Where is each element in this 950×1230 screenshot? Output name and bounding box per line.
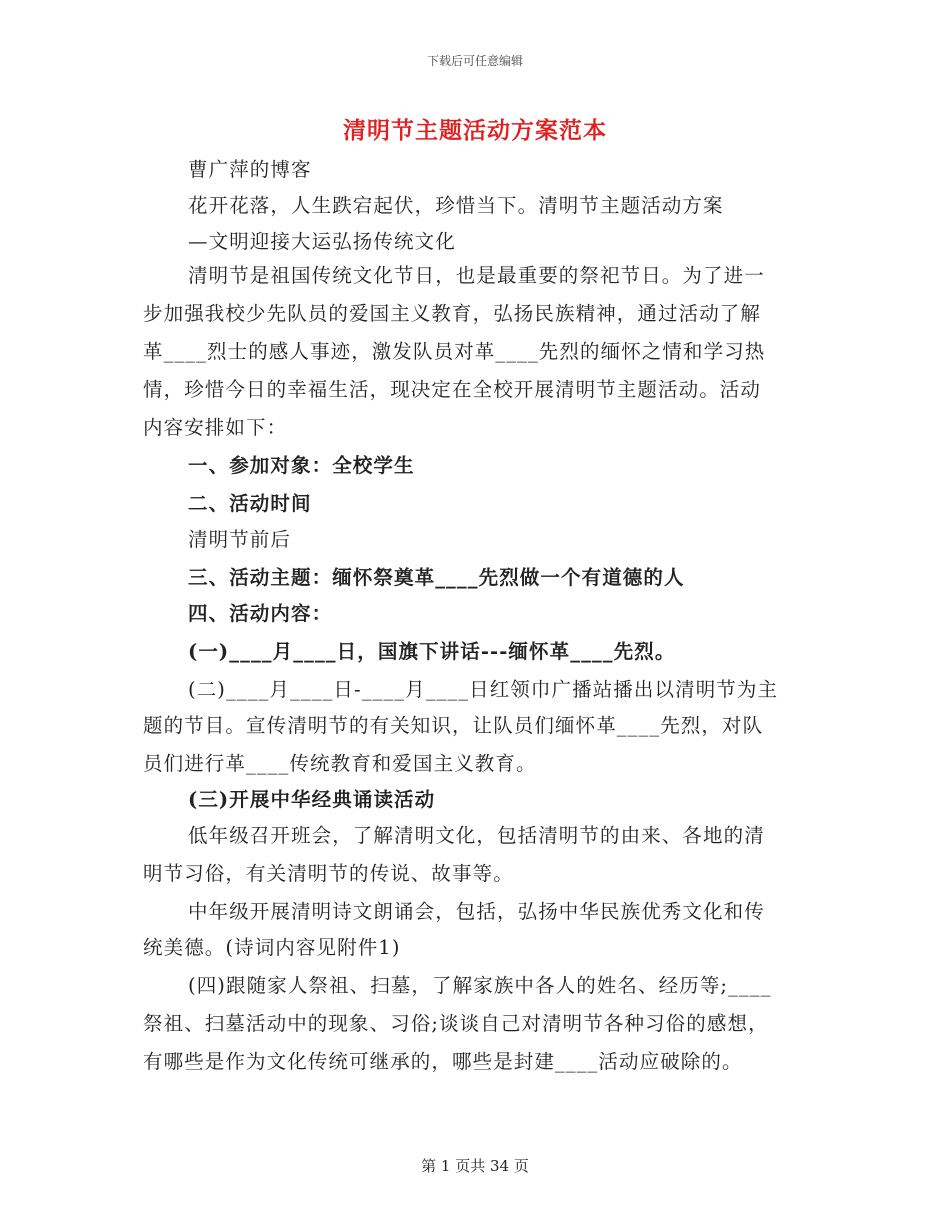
paragraph-line: 革____烈士的感人事迹，激发队员对革____先烈的缅怀之情和学习热 <box>143 340 766 363</box>
paragraph-line: —文明迎接大运弘扬传统文化 <box>188 230 456 253</box>
paragraph-line: 清明节前后 <box>188 528 292 551</box>
section-heading: 三、活动主题：缅怀祭奠革____先烈做一个有道德的人 <box>188 566 685 589</box>
paragraph-line: 中年级开展清明诗文朗诵会，包括，弘扬中华民族优秀文化和传 <box>188 900 765 923</box>
section-heading: 四、活动内容： <box>188 602 333 625</box>
paragraph-line: 有哪些是作为文化传统可继承的，哪些是封建____活动应破除的。 <box>143 1050 743 1073</box>
paragraph-line: 员们进行革____传统教育和爱国主义教育。 <box>143 752 537 775</box>
section-heading: (三)开展中华经典诵读活动 <box>188 788 436 811</box>
paragraph-line: 统美德。(诗词内容见附件1) <box>143 936 401 959</box>
document-title: 清明节主题活动方案范本 <box>343 117 607 144</box>
paragraph-line: 步加强我校少先队员的爱国主义教育，弘扬民族精神，通过活动了解 <box>143 302 762 325</box>
paragraph-line: 情，珍惜今日的幸福生活，现决定在全校开展清明节主题活动。活动 <box>143 378 762 401</box>
section-heading: 二、活动时间 <box>188 492 312 515</box>
paragraph-line: 清明节是祖国传统文化节日，也是最重要的祭祀节日。为了进一 <box>188 264 765 287</box>
paragraph-line: 明节习俗，有关清明节的传说、故事等。 <box>143 862 514 885</box>
paragraph-line: 低年级召开班会，了解清明文化，包括清明节的由来、各地的清 <box>188 824 765 847</box>
paragraph-line: (四)跟随家人祭祖、扫墓，了解家族中各人的姓名、经历等;____ <box>188 974 772 997</box>
paragraph-line: 祭祖、扫墓活动中的现象、习俗;谈谈自己对清明节各种习俗的感想， <box>143 1012 769 1035</box>
section-heading: 一、参加对象：全校学生 <box>188 454 415 477</box>
header-note: 下载后可任意编辑 <box>426 54 523 68</box>
paragraph-line: (二)____月____日-____月____日红领巾广播站播出以清明节为主 <box>188 678 779 701</box>
section-heading: (一)____月____日，国旗下讲话---缅怀革____先烈。 <box>188 640 676 663</box>
page-footer: 第 1 页共 34 页 <box>421 1157 529 1175</box>
paragraph-line: 曹广萍的博客 <box>188 158 312 181</box>
paragraph-line: 题的节目。宣传清明节的有关知识，让队员们缅怀革____先烈，对队 <box>143 714 764 737</box>
paragraph-line: 花开花落，人生跌宕起伏，珍惜当下。清明节主题活动方案 <box>188 194 724 217</box>
paragraph-line: 内容安排如下： <box>143 416 288 439</box>
